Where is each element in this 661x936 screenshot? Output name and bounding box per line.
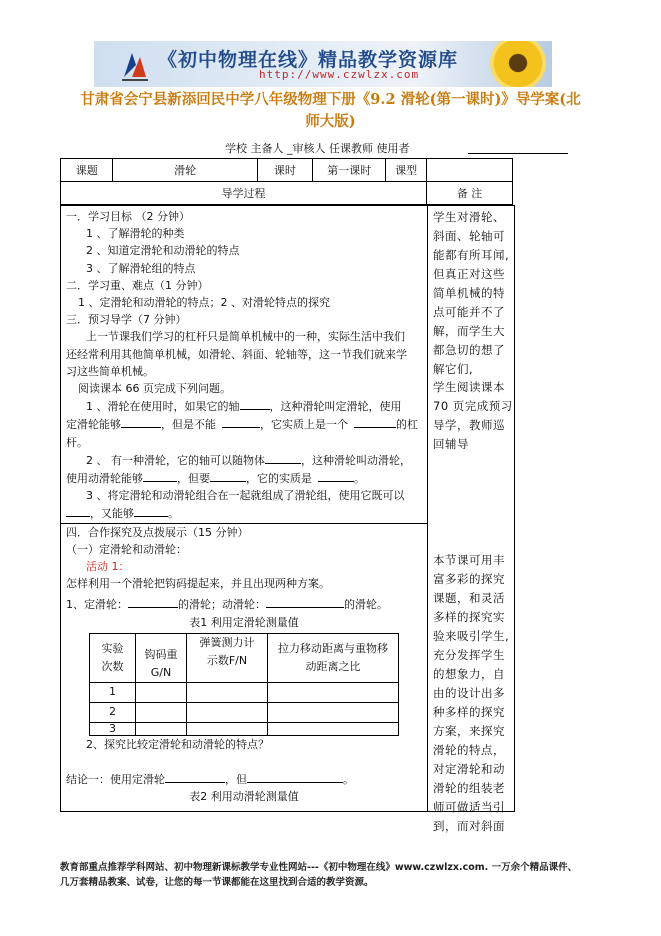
note-line: 到，而对斜面 — [433, 819, 505, 833]
question-text: 。 — [343, 773, 354, 787]
trial-number: 2 — [90, 702, 136, 722]
note-line: 验来吸引学生, — [433, 629, 510, 643]
question-text: 的滑轮；动滑轮： — [178, 598, 266, 612]
question-line — [66, 595, 422, 613]
paragraph-line: 阅读课本 66 页完成下列问题。 — [78, 382, 231, 396]
question-text: ，又能够 — [90, 507, 134, 521]
blank-line[interactable] — [210, 469, 246, 482]
table-cell[interactable] — [136, 722, 187, 735]
section-heading: 一．学习目标 （2 分钟） — [66, 210, 190, 223]
goal-item: 1 、了解滑轮的种类 — [86, 227, 185, 241]
header-text: 钩码重 — [144, 647, 178, 661]
paragraph-line: 还经常利用其他简单机械，如滑轮、斜面、轮轴等，这一节我们就来学 — [66, 347, 407, 361]
section-heading: 二．学习重、难点（1 分钟） — [66, 278, 209, 292]
table-row — [90, 722, 399, 735]
note-line: 课题，和灵活 — [433, 591, 505, 605]
activity-label: 活动 1： — [86, 560, 130, 574]
table-cell[interactable] — [136, 702, 187, 722]
question-text: 1、定滑轮： — [66, 598, 128, 612]
blank-line[interactable] — [66, 504, 90, 517]
header-force — [187, 633, 268, 682]
table-cell[interactable] — [187, 722, 268, 735]
blank-line[interactable] — [165, 770, 225, 783]
table-cell[interactable] — [268, 722, 399, 735]
note-block-3 — [433, 551, 513, 836]
note-line: 都急切的想了 — [433, 343, 505, 357]
fixed-pulley-table — [89, 633, 399, 736]
note-line: 滑轮的组装老 — [433, 781, 505, 795]
table-cell[interactable] — [187, 682, 268, 702]
question-text: ，这种滑轮叫动滑轮， — [301, 453, 411, 467]
question-line — [66, 504, 422, 522]
note-line: 但真正对这些 — [433, 267, 505, 281]
question-text: 1 、滑轮在使用时，如果它的轴 — [86, 400, 240, 414]
document-title — [60, 89, 601, 133]
table-cell[interactable] — [136, 682, 187, 702]
header-text: 弹簧测力计 — [199, 635, 255, 649]
header-weight — [136, 633, 187, 682]
cell-topic-value: 滑轮 — [113, 159, 257, 182]
site-logo-icon — [120, 47, 150, 81]
activity-text: 怎样利用一个滑轮把钩码提起来，并且出现两种方案。 — [66, 577, 330, 591]
blank-line[interactable] — [121, 415, 161, 428]
cell-period-label: 课时 — [257, 159, 312, 182]
note-line: 斜面、轮轴可 — [433, 229, 505, 243]
header-trial — [90, 633, 136, 682]
question-line — [66, 415, 422, 433]
cell-topic-label: 课题 — [61, 159, 113, 182]
note-block-2 — [433, 378, 513, 454]
section-heading: 三．预习导学（7 分钟） — [66, 313, 187, 327]
title-line-2: 师大版) — [305, 113, 356, 130]
site-banner — [94, 41, 552, 87]
table-header-row — [90, 633, 399, 682]
trial-number: 3 — [90, 722, 136, 735]
header-ratio — [268, 633, 399, 682]
note-line: 师可做适当引 — [433, 800, 505, 814]
note-line: 方案，来探究 — [433, 724, 505, 738]
keypoint-item: 1 、定滑轮和动滑轮的特点；2 、对滑轮特点的探究 — [78, 296, 330, 310]
cell-process-heading: 导学过程 — [61, 182, 427, 205]
header-text: 实验 — [101, 641, 124, 655]
goal-item: 3 、了解滑轮组的特点 — [86, 261, 196, 275]
blank-line[interactable] — [240, 397, 270, 410]
table-row — [90, 702, 399, 722]
question-text: 。 — [354, 472, 365, 486]
question-text: ，但 — [225, 773, 247, 787]
question-text: 使用动滑轮能够 — [66, 472, 143, 486]
note-line: 解它们, — [433, 362, 474, 376]
banner-title: 《初中物理在线》精品教学资源库 — [158, 49, 459, 71]
header-text: 次数 — [101, 659, 124, 673]
header-text: G/N — [150, 665, 172, 679]
header-row — [61, 159, 513, 182]
footer-line: 教育部重点推荐学科网站、初中物理新课标教学专业性网站---《初中物理在线》www.czwlzx.com. 一万余个精品课件、 — [60, 862, 578, 873]
question-text: ，它的实质是 — [246, 472, 312, 486]
question-text: ，但要 — [177, 472, 210, 486]
blank-line[interactable] — [128, 595, 178, 608]
subsection-heading: （一）定滑轮和动滑轮： — [66, 542, 187, 556]
sunflower-icon — [490, 41, 546, 87]
cell-type-value — [426, 159, 512, 182]
note-line: 学生对滑轮、 — [433, 210, 505, 224]
blank-line[interactable] — [354, 415, 396, 428]
paragraph-line: 上一节课我们学习的杠杆只是简单机械中的一种，实际生活中我们 — [86, 330, 405, 344]
note-line: 简单机械的特 — [433, 286, 505, 300]
note-line: 由的设计出多 — [433, 686, 505, 700]
question-line: 杆。 — [66, 435, 88, 449]
guide-body — [60, 205, 515, 833]
blank-line[interactable] — [247, 770, 343, 783]
note-line: 种多样的探究 — [433, 705, 505, 719]
header-text: 示数F/N — [206, 653, 248, 667]
goal-item: 2 、知道定滑轮和动滑轮的特点 — [86, 244, 240, 258]
question-text: ，这种滑轮叫定滑轮，使用 — [269, 400, 402, 414]
trial-number: 1 — [90, 682, 136, 702]
section-heading: 四．合作探究及点拨展示（15 分钟） — [61, 523, 427, 541]
note-line: 多样的探究实 — [433, 610, 505, 624]
spacer — [66, 753, 422, 770]
question-text: 的滑轮。 — [344, 598, 388, 612]
note-line: 解，而学生大 — [433, 324, 505, 338]
question-text: ，但是不能 — [161, 418, 216, 432]
question-text: 定滑轮能够 — [66, 418, 121, 432]
note-line: 的想象力，自 — [433, 667, 505, 681]
blank-line[interactable] — [134, 504, 168, 517]
banner-url[interactable]: http://www.czwlzx.com — [259, 68, 420, 81]
note-line: 本节课可用丰 — [433, 553, 505, 567]
cell-type-label: 课型 — [386, 159, 427, 182]
blank-line[interactable] — [265, 451, 301, 464]
question-line — [66, 451, 422, 469]
table-cell[interactable] — [268, 702, 399, 722]
cell-period-value: 第一课时 — [313, 159, 386, 182]
question-line — [66, 469, 422, 487]
note-line: 能都有所耳闻, — [433, 248, 510, 262]
table-cell[interactable] — [187, 702, 268, 722]
note-line: 对定滑轮和动 — [433, 762, 505, 776]
table-row — [90, 682, 399, 702]
blank-line[interactable] — [266, 595, 344, 608]
cell-notes-heading: 备 注 — [426, 182, 512, 205]
column-divider — [427, 206, 428, 811]
table2-caption: 表2 利用动滑轮测量值 — [189, 790, 299, 804]
section-row — [61, 182, 513, 205]
footer-line: 几万套精品教案、试卷，让您的每一节课都能在这里找到合适的教学资源。 — [60, 877, 374, 888]
table1-caption: 表1 利用定滑轮测量值 — [189, 615, 299, 629]
note-line: 点可能并不了 — [433, 305, 505, 319]
page-footer — [60, 860, 620, 890]
note-line: 导学，教师巡 — [433, 418, 505, 432]
note-line: 充分发挥学生 — [433, 648, 505, 662]
table-cell[interactable] — [268, 682, 399, 702]
note-line: 70 页完成预习 — [433, 399, 513, 413]
question-text: 的杠 — [396, 418, 418, 432]
guide-content — [66, 208, 422, 806]
paragraph-line: 习这些简单机械。 — [66, 364, 154, 378]
title-line-1: 甘肃省会宁县新添回民中学八年级物理下册《9.2 滑轮(第一课时)》导学案(北 — [80, 91, 581, 108]
blank-line[interactable] — [143, 469, 177, 482]
header-table — [60, 158, 513, 205]
note-line: 富多彩的探究 — [433, 572, 505, 586]
question-text: ，它实质上是一个 — [260, 418, 348, 432]
header-text: 拉力移动距离与重物移 — [278, 641, 388, 655]
question-line: 3 、将定滑轮和动滑轮组合在一起就组成了滑轮组，使用它既可以 — [86, 489, 405, 503]
question-text: 2 、 有一种滑轮，它的轴可以随物体 — [86, 453, 265, 467]
blank-line[interactable] — [318, 469, 354, 482]
note-line: 回辅导 — [433, 437, 469, 451]
meta-line: 学校 主备人 _审核人 任课教师 使用者 — [225, 142, 410, 155]
meta-underline — [468, 153, 568, 154]
question-text: 。 — [168, 507, 179, 521]
note-line: 学生阅读课本 — [433, 380, 505, 394]
question-line: 2、探究比较定滑轮和动滑轮的特点？ — [86, 737, 269, 751]
blank-line[interactable] — [222, 415, 260, 428]
question-text: 结论一：使用定滑轮 — [66, 773, 165, 787]
question-line — [66, 397, 422, 415]
note-line: 滑轮的特点， — [433, 743, 505, 757]
note-block-1 — [433, 208, 513, 379]
header-text: 动距离之比 — [305, 659, 361, 673]
conclusion-line — [66, 770, 422, 788]
